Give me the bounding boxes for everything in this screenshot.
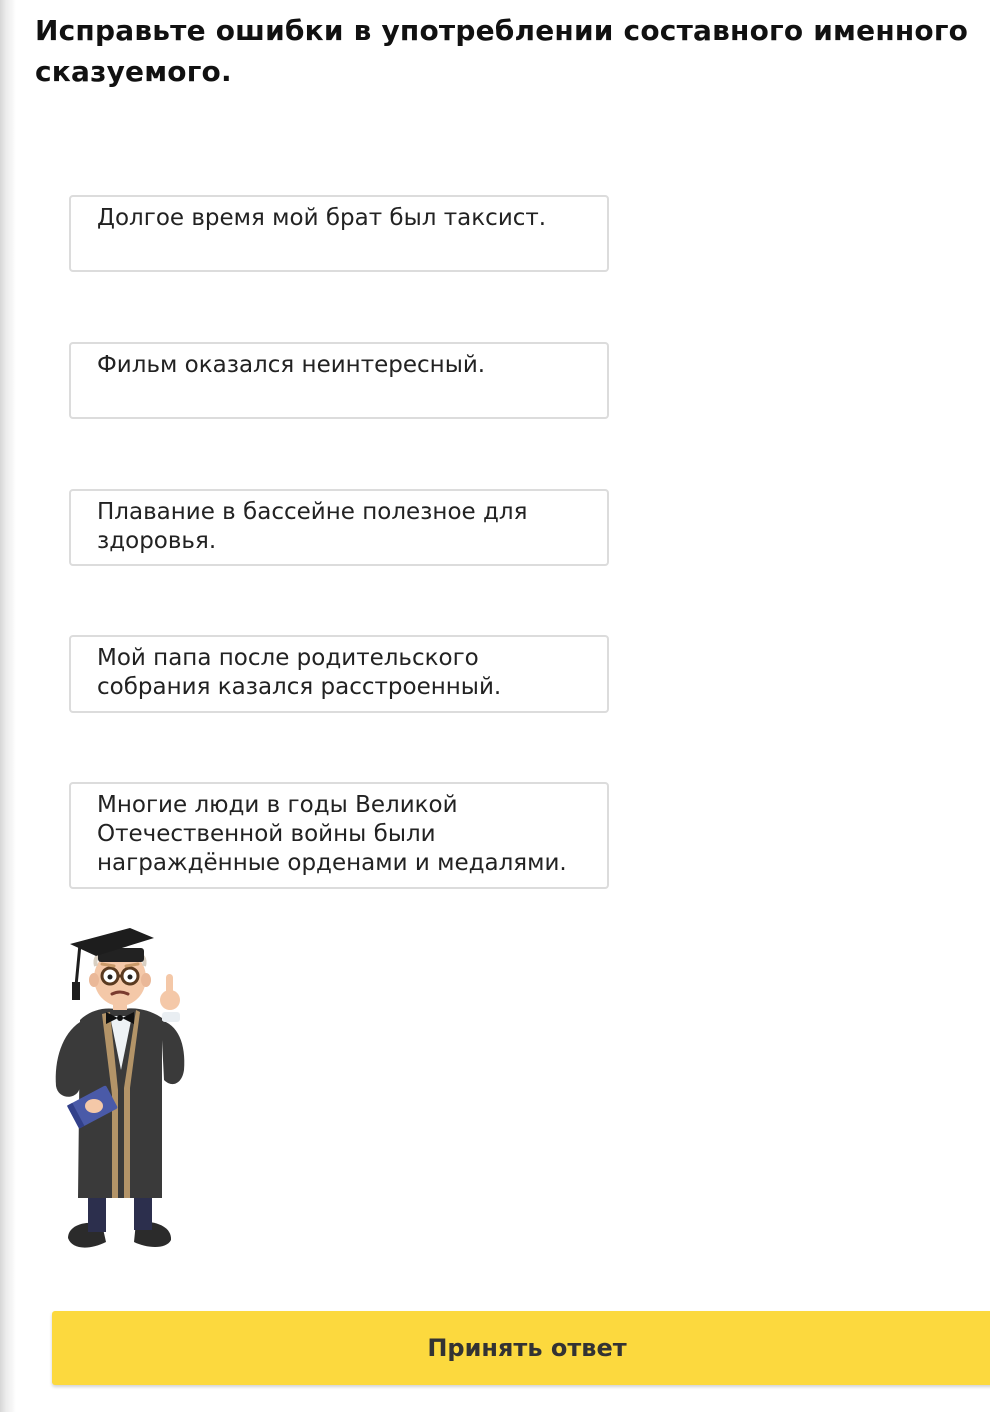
sentence-input-2[interactable]: Фильм оказался неинтересный.	[69, 342, 609, 419]
submit-answer-button[interactable]: Принять ответ	[52, 1311, 990, 1385]
sentence-input-5[interactable]: Многие люди в годы Великой Отечественной войны были награждённые орденами и медалями.	[69, 782, 609, 889]
sentence-input-4[interactable]: Мой папа после родительского собрания казался расстроенный.	[69, 635, 609, 713]
page-left-border	[0, 0, 16, 1412]
professor-mascot-icon	[50, 920, 195, 1255]
task-title: Исправьте ошибки в употреблении составного именного сказуемого.	[35, 14, 969, 88]
sentence-input-1[interactable]: Долгое время мой брат был таксист.	[69, 195, 609, 272]
sentence-input-3[interactable]: Плавание в бассейне полезное для здоровья.	[69, 489, 609, 566]
